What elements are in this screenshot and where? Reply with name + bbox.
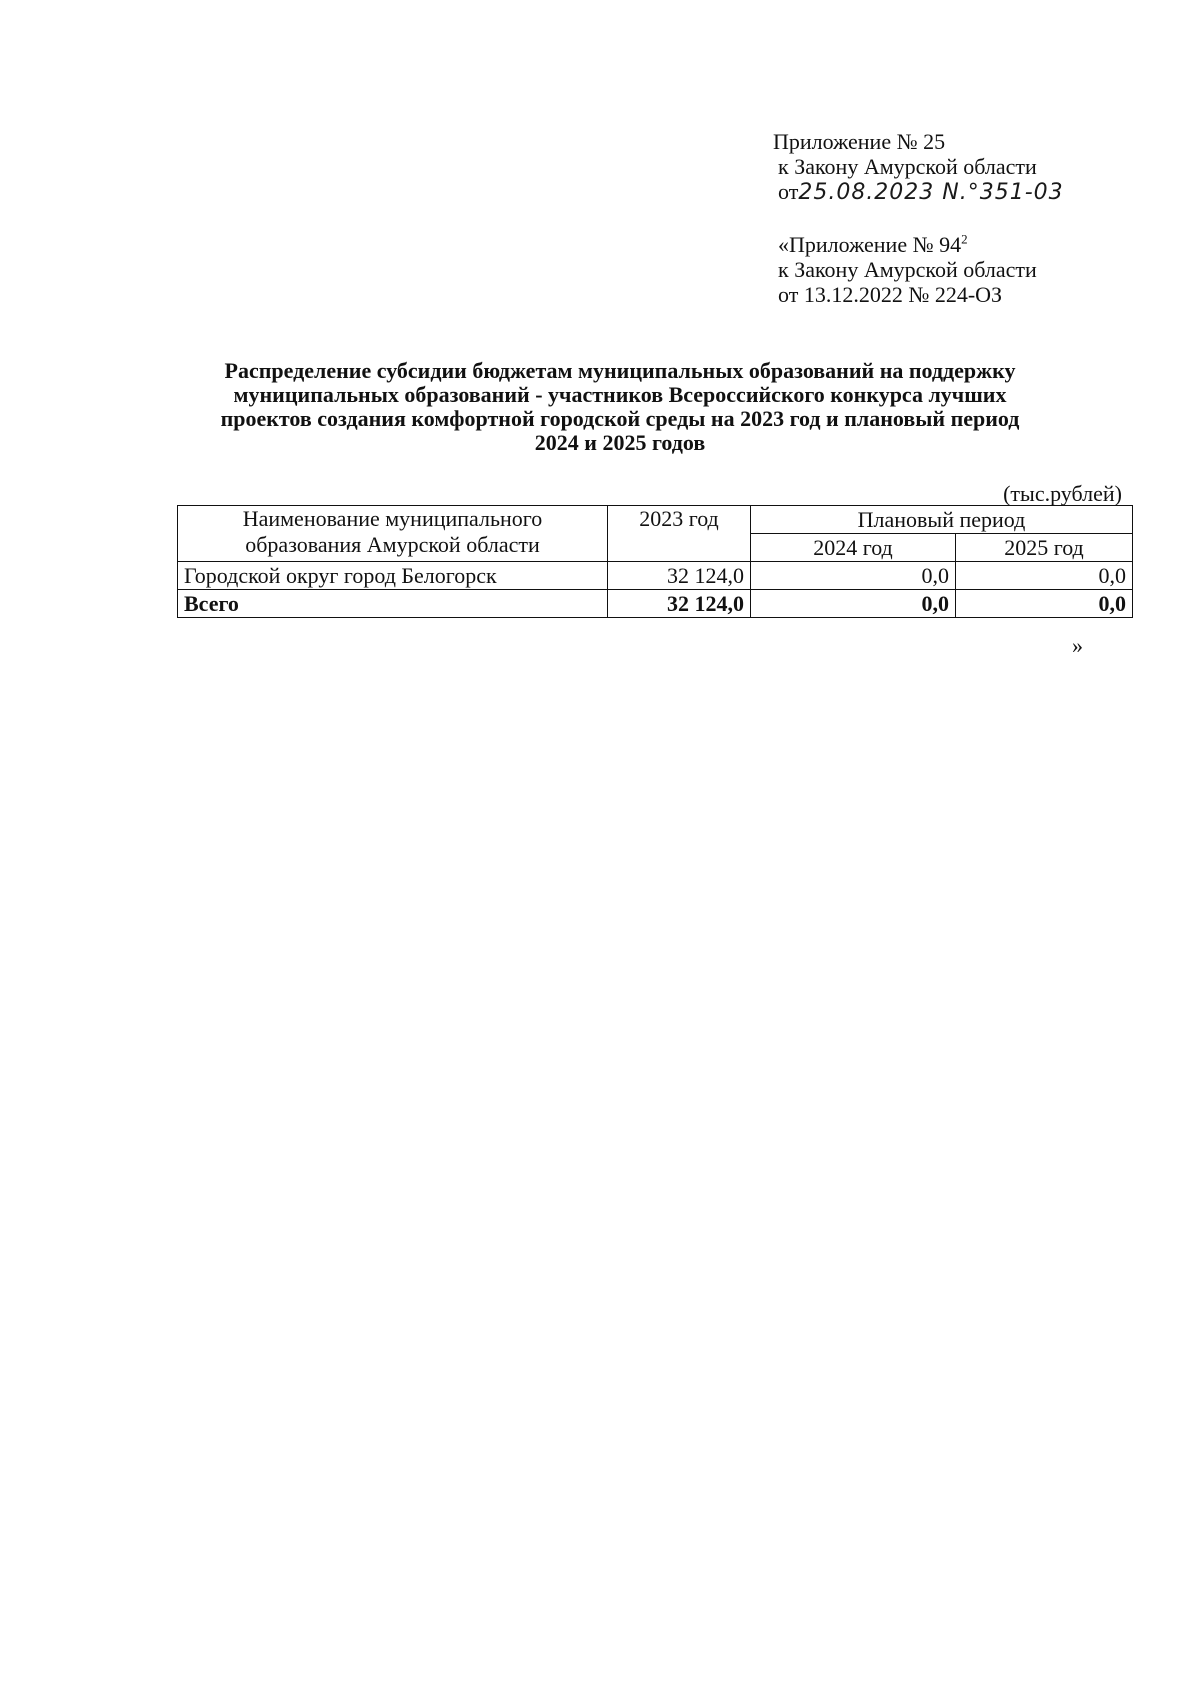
header-plan-period: Плановый период: [751, 506, 1133, 534]
row-value-2024: 0,0: [751, 562, 956, 590]
table-header-row-1: [178, 506, 1133, 534]
appendix-94-number: [778, 232, 1037, 257]
units-label: (тыс.рублей): [1003, 481, 1122, 506]
header-2025: 2025 год: [956, 534, 1133, 562]
header-municipality-line-2: образования Амурской области: [245, 532, 540, 557]
table-total-row: [178, 590, 1133, 618]
title-line-3: проектов создания комфортной городской среды на 2023 год и плановый период: [220, 406, 1020, 431]
title-line-4: 2024 и 2025 годов: [534, 430, 706, 455]
total-value-2025: 0,0: [956, 590, 1133, 618]
row-value-2025: 0,0: [956, 562, 1133, 590]
header-2024: 2024 год: [751, 534, 956, 562]
title-line-1: Распределение субсидии бюджетам муниципальных образований на поддержку: [224, 358, 1016, 383]
total-label: Всего: [178, 590, 608, 618]
appendix-94-superscript: 2: [961, 231, 968, 247]
closing-quote: »: [1072, 633, 1083, 658]
appendix-94-number-main: «Приложение № 94: [778, 232, 962, 257]
title-line-2: муниципальных образований - участников Всероссийского конкурса лучших: [233, 382, 1007, 407]
appendix-25-date-prefix: от: [778, 179, 799, 204]
header-municipality-line-1: Наименование муниципального: [242, 506, 543, 531]
appendix-94-law: к Закону Амурской области: [778, 257, 1037, 282]
header-municipality: [178, 506, 608, 562]
total-value-2024: 0,0: [751, 590, 956, 618]
appendix-94-header: [778, 232, 1037, 307]
appendix-25-header: [773, 129, 1064, 205]
appendix-25-date: [773, 179, 1064, 205]
header-2023: 2023 год: [608, 506, 751, 562]
row-value-2023: 32 124,0: [608, 562, 751, 590]
handwritten-date-number: 25.08.2023 N.°351-03: [798, 180, 1064, 205]
appendix-25-number: Приложение № 25: [773, 129, 946, 154]
total-value-2023: 32 124,0: [608, 590, 751, 618]
table-row: [178, 562, 1133, 590]
appendix-25-law: к Закону Амурской области: [778, 154, 1037, 179]
appendix-94-date: от 13.12.2022 № 224-ОЗ: [778, 282, 1003, 307]
distribution-table: [177, 505, 1133, 618]
row-municipality-name: Городской округ город Белогорск: [178, 562, 608, 590]
document-title: [150, 359, 1090, 455]
